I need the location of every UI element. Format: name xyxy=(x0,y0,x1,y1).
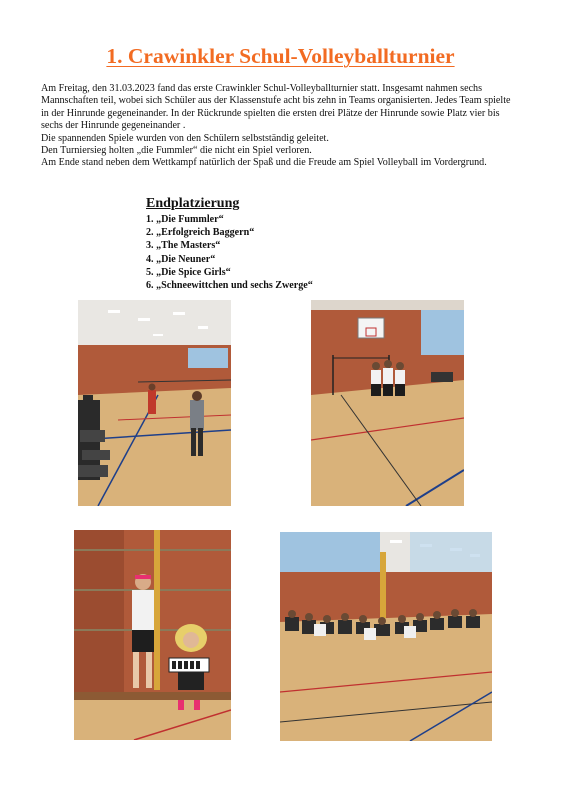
ranking-item: 3. „The Masters“ xyxy=(146,240,221,252)
paragraph-winner: Den Turniersieg holten „die Fummler“ die nicht ein Spiel verloren. xyxy=(41,145,312,157)
final-ranking xyxy=(146,195,466,292)
ranking-item: 2. „Erfolgreich Baggern“ xyxy=(146,227,255,239)
ranking-item: 6. „Schneewittchen und sechs Zwerge“ xyxy=(146,280,313,292)
paragraph-games: Die spannenden Spiele wurden von den Schülern selbstständig geleitet. xyxy=(41,132,329,144)
photo-gym-match xyxy=(78,300,231,506)
ranking-list xyxy=(146,213,466,292)
ranking-heading: Endplatzierung xyxy=(146,196,240,211)
paragraph-closing: Am Ende stand neben dem Wettkampf natürlich der Spaß und die Freude am Spiel Volleyball im Vordergrund. xyxy=(41,157,487,169)
photo-team-huddle xyxy=(311,300,464,506)
ranking-item: 5. „Die Spice Girls“ xyxy=(146,266,231,278)
photo-costumed-team xyxy=(74,530,231,740)
paragraph-intro: Am Freitag, den 31.03.2023 fand das erste Crawinkler Schul-Volleyballturnier statt. Insgesamt nahmen sechs Mannschaften teil, wobei sich Schüler aus der Klassenstufe acht bis zehn in Teams organisierten. Jedes Team spielte in der Hinrunde gegeneinander. In der Rückrunde spielten die ersten drei Plätze der Hinrunde sowie Platz vier bis sechs der Hinrunde gegeneinander . xyxy=(41,83,511,132)
ranking-item: 4. „Die Neuner“ xyxy=(146,253,216,265)
ranking-item: 1. „Die Fummler“ xyxy=(146,214,224,225)
page-title: 1. Crawinkler Schul-Volleyballturnier xyxy=(106,44,455,68)
article-body xyxy=(41,83,519,170)
photo-group-seated xyxy=(280,532,492,741)
